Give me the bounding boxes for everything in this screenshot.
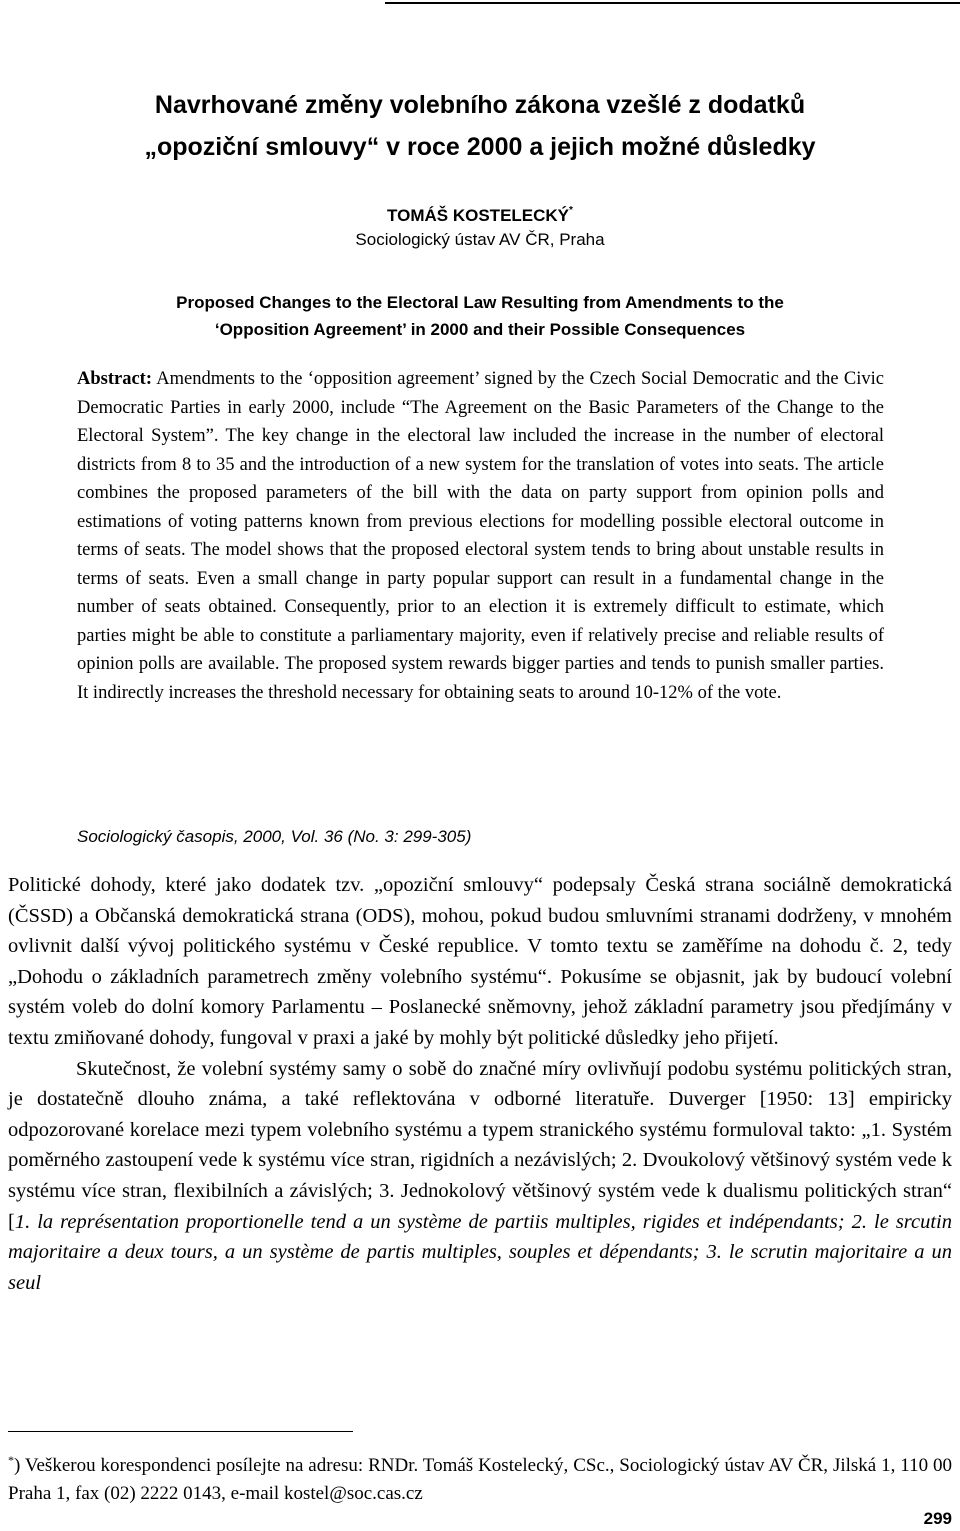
article-title [40, 84, 920, 168]
title-line-2: „opoziční smlouvy“ v roce 2000 a jejich možné důsledky [144, 133, 816, 161]
article-body [8, 870, 952, 1298]
top-rule [385, 2, 960, 4]
footnote [8, 1446, 952, 1508]
author-footnote-mark: * [569, 205, 573, 216]
abstract [77, 365, 884, 707]
author-name: TOMÁŠ KOSTELECKÝ [387, 206, 570, 225]
english-title [40, 289, 920, 343]
english-title-line-1: Proposed Changes to the Electoral Law Resulting from Amendments to the [176, 293, 784, 312]
english-title-line-2: ‘Opposition Agreement’ in 2000 and their Possible Consequences [214, 320, 746, 339]
abstract-label: Abstract: [77, 369, 153, 389]
author [40, 198, 920, 229]
author-affiliation: Sociologický ústav AV ČR, Praha [355, 230, 605, 249]
journal-citation: Sociologický časopis, 2000, Vol. 36 (No. 3: 299-305) [77, 827, 472, 846]
body-paragraph-2 [8, 1054, 952, 1299]
french-quote: 1. la représentation proportionelle tend a un système de partiis multiples, rigides et indépendants; 2. le srcutin majoritaire a deux tours, a un système de partis multiples, souples et dépendants; 3. le scrutin majoritaire a un seul [8, 1210, 952, 1294]
body-paragraph-1: Politické dohody, které jako dodatek tzv. „opoziční smlouvy“ podepsaly Česká strana sociálně demokratická (ČSSD) a Občanská demokratická strana (ODS), mohou, pokud budou smluvními stranami dodrženy, v mnohém ovlivnit další vývoj politického systému v České republice. V tomto textu se zaměříme na dohodu č. 2, tedy „Dohodu o základních parametrech změny volebního systému“. Pokusíme se objasnit, jak by budoucí volební systém voleb do dolní komory Parlamentu – Poslanecké sněmovny, jehož základní parametry jsou předjímány v textu zmiňované dohody, fungoval v praxi a jaké by mohly být politické důsledky jeho přijetí. [8, 874, 952, 1049]
footnote-mark: * [8, 1453, 14, 1467]
abstract-text: Amendments to the ‘opposition agreement’ signed by the Czech Social Democratic and the Civic Democratic Parties in early 2000, include “The Agreement on the Basic Parameters of the Change to the Electoral System”. The key change in the electoral law included the increase in the number of electoral districts from 8 to 35 and the introduction of a new system for the translation of votes into seats. The article combines the proposed parameters of the bill with the data on party support from opinion polls and estimations of voting patterns known from previous elections for modelling possible electoral outcome in terms of seats. The model shows that the proposed electoral system tends to bring about unstable results in terms of seats. Even a small change in party popular support can result in a fundamental change in the number of seats obtained. Consequently, prior to an election it is extremely difficult to estimate, which parties might be able to constitute a parliamentary majority, even if relatively precise and reliable results of opinion polls are available. The proposed system rewards bigger parties and tends to punish smaller parties. It indirectly increases the threshold necessary for obtaining seats to around 10-12% of the vote. [77, 369, 884, 703]
page-number: 299 [923, 1509, 952, 1528]
title-line-1: Navrhované změny volebního zákona vzešlé z dodatků [154, 91, 806, 119]
footnote-rule [8, 1431, 353, 1432]
paragraph-2-text: Skutečnost, že volební systémy samy o sobě do značné míry ovlivňují podobu systému politických stran, je dostatečně dlouho známa, a také reflektována v odborné literatuře. Duverger [1950: 13] empiricky odpozorované korelace mezi typem volebního systému a typem stranického systému formuloval takto: „1. Systém poměrného zastoupení vede k systému více stran, rigidních a nezávislých; 2. Dvoukolový většinový systém vede k systému více stran, flexibilních a závislých; 3. Jednokolový většinový systém vede k dualismu politických stran“ [ [8, 1057, 952, 1233]
footnote-text: ) Veškerou korespondenci posílejte na adresu: RNDr. Tomáš Kostelecký, CSc., Sociologický ústav AV ČR, Jilská 1, 110 00 Praha 1, fax (02) 2222 0143, e-mail kostel@soc.cas.cz [8, 1455, 952, 1504]
